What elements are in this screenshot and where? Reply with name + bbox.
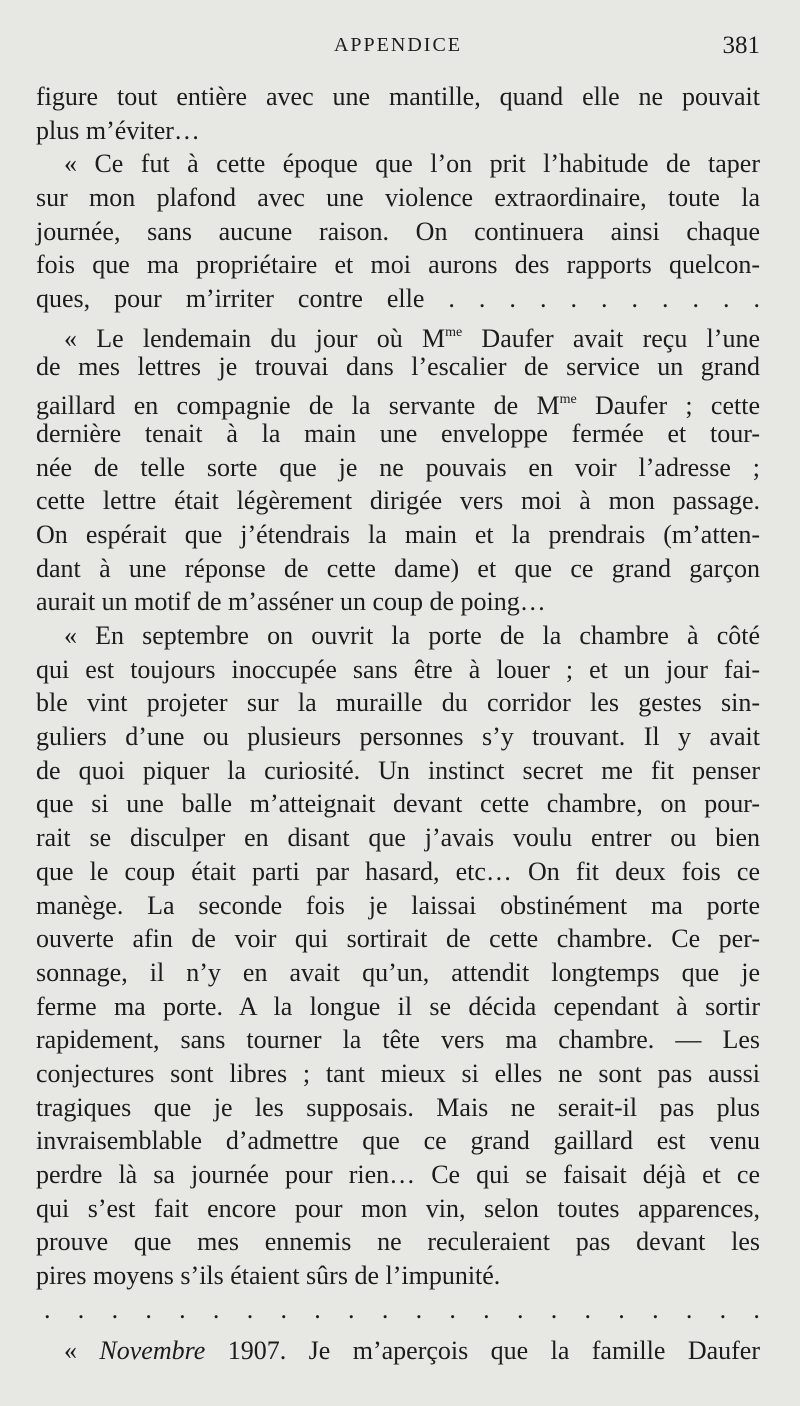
text-line: conjectures sont libres ; tant mieux si elles ne sont pas aussi (36, 1058, 760, 1088)
text-line: rapidement, sans tourner la tête vers ma chambre. — Les (36, 1025, 760, 1055)
text-line: fois que ma propriétaire et moi aurons des rapports quelcon- (36, 250, 760, 280)
text-line: que le coup était parti par hasard, etc… On fit deux fois ce (36, 856, 760, 886)
open-quote: « (64, 1336, 100, 1365)
text-line: ferme ma porte. A la longue il se décida cependant à sortir (36, 991, 760, 1021)
text-line: dant à une réponse de cette dame) et que ce grand garçon (36, 553, 760, 583)
text-line: dernière tenait à la main une enveloppe fermée et tour- (36, 418, 760, 448)
text-line: née de telle sorte que je ne pouvais en voir l’adresse ; (36, 452, 760, 482)
running-title: APPENDICE (333, 34, 462, 56)
text-line: qui est toujours inoccupée sans être à louer ; et un jour fai- (36, 654, 760, 684)
text-line: figure tout entière avec une mantille, quand elle ne pouvait (36, 82, 760, 111)
text-line: « En septembre on ouvrit la porte de la chambre à côté (64, 621, 760, 650)
text-line: ques, pour m’irriter contre elle . . . . . . . . . . . (36, 284, 760, 314)
text-line: tragiques que je les supposais. Mais ne serait-il pas plus (36, 1092, 760, 1122)
text-line: « Le lendemain du jour où $M^{me}$ Daufer avait reçu l’une (64, 323, 760, 353)
text-line: prouve que mes ennemis ne reculeraient pas devant les (36, 1227, 760, 1257)
month-word: Novembre (99, 1336, 206, 1365)
text-line: perdre là sa journée pour rien… Ce qui se faisait déjà et ce (36, 1160, 760, 1189)
text-line: « Ce fut à cette époque que l’on prit l’habitude de taper (64, 149, 760, 179)
page-header (36, 30, 760, 64)
text-line: invraisemblable d’admettre que ce grand gaillard est venu (36, 1126, 760, 1156)
text-line: aurait un motif de m’asséner un coup de poing… (36, 587, 546, 617)
text-line: journée, sans aucune raison. On continuera ainsi chaque (36, 216, 760, 246)
text-line: sonnage, il n’y en avait qu’un, attendit longtemps que je (36, 957, 760, 987)
text-line: de mes lettres je trouvai dans l’escalier de service un grand (36, 351, 760, 381)
text-line: rait se disculper en disant que j’avais voulu entrer ou bien (36, 823, 760, 853)
text-line: cette lettre était légèrement dirigée vers moi à mon passage. (36, 486, 760, 516)
text-line: plus m’éviter… (36, 115, 200, 145)
text-line: de quoi piquer la curiosité. Un instinct secret me fit penser (36, 755, 760, 785)
text-line: manège. La seconde fois je laissai obstinément ma porte (36, 890, 760, 920)
text-line: qui s’est fait encore pour mon vin, selon toutes apparences, (36, 1193, 760, 1223)
text-line: ble vint projeter sur la muraille du corridor les gestes sin- (36, 688, 760, 718)
text-line: gaillard en compagnie de la servante de $M^{me}$ Daufer ; cette (36, 391, 760, 421)
text-line: On espérait que j’étendrais la main et la prendrais (m’atten- (36, 519, 760, 549)
text-line: sur mon plafond avec une violence extraordinaire, toute la (36, 183, 760, 213)
ellipsis-separator: . . . . . . . . . . . . . . . . . . . . . . (44, 1294, 760, 1324)
superscript: me (559, 392, 577, 408)
text-line: pires moyens s’ils étaient sûrs de l’impunité. (36, 1261, 501, 1291)
continuation-line (36, 1331, 760, 1371)
text-line: guliers d’une ou plusieurs personnes s’y trouvant. Il y avait (36, 722, 760, 752)
superscript: me (445, 324, 463, 340)
text-line: que si une balle m’atteignait devant cette chambre, on pour- (36, 789, 760, 819)
continuation-text: 1907. Je m’aperçois que la famille Daufer (205, 1336, 760, 1365)
text-line: ouverte afin de voir qui sortirait de cette chambre. Ce per- (36, 924, 760, 954)
body-text (36, 80, 760, 1326)
page-number: 381 (722, 32, 760, 59)
